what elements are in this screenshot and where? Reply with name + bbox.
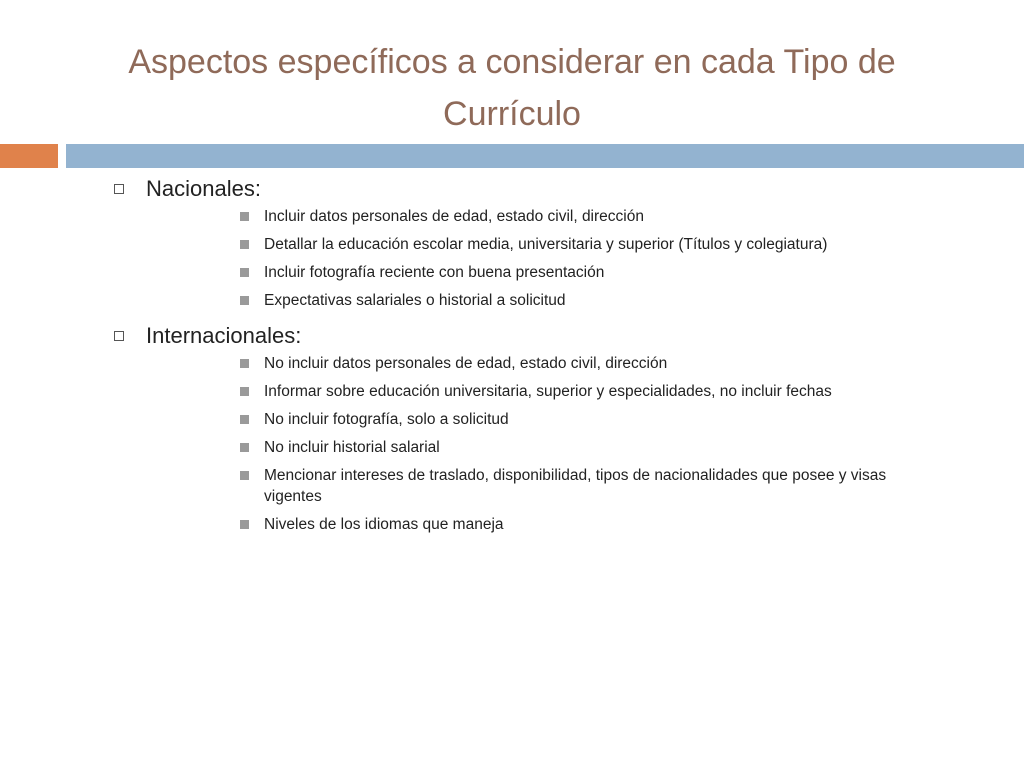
list-item — [264, 262, 904, 283]
section-heading — [108, 321, 928, 351]
filled-square-bullet-icon — [240, 268, 249, 277]
list-item-text: Incluir fotografía reciente con buena presentación — [264, 264, 605, 281]
section-heading — [108, 174, 928, 204]
list-item — [264, 353, 904, 374]
list-item — [264, 409, 904, 430]
accent-band-orange — [0, 144, 58, 168]
list-item — [264, 514, 904, 535]
list-item — [264, 234, 904, 255]
filled-square-bullet-icon — [240, 387, 249, 396]
list-item-text: No incluir fotografía, solo a solicitud — [264, 411, 509, 428]
hollow-square-bullet-icon — [114, 331, 124, 341]
list-item-text: Niveles de los idiomas que maneja — [264, 516, 504, 533]
list-item-text: Expectativas salariales o historial a solicitud — [264, 292, 566, 309]
filled-square-bullet-icon — [240, 471, 249, 480]
list-item-text: No incluir historial salarial — [264, 439, 440, 456]
section-heading-text: Internacionales: — [146, 323, 302, 348]
filled-square-bullet-icon — [240, 240, 249, 249]
slide-title: Aspectos específicos a considerar en cada Tipo de Currículo — [128, 43, 896, 133]
bullet-list — [108, 206, 928, 311]
list-item — [264, 465, 904, 507]
list-item-text: Incluir datos personales de edad, estado civil, dirección — [264, 208, 644, 225]
list-item — [264, 381, 904, 402]
section-nacionales — [108, 174, 928, 311]
list-item-text: No incluir datos personales de edad, estado civil, dirección — [264, 355, 668, 372]
list-item-text: Mencionar intereses de traslado, disponibilidad, tipos de nacionalidades que posee y visas vigentes — [264, 467, 887, 505]
accent-band-blue — [66, 144, 1024, 168]
bullet-list — [108, 353, 928, 535]
filled-square-bullet-icon — [240, 296, 249, 305]
filled-square-bullet-icon — [240, 359, 249, 368]
list-item-text: Informar sobre educación universitaria, superior y especialidades, no incluir fechas — [264, 383, 832, 400]
section-heading-text: Nacionales: — [146, 176, 261, 201]
list-item-text: Detallar la educación escolar media, universitaria y superior (Títulos y colegiatura) — [264, 236, 828, 253]
hollow-square-bullet-icon — [114, 184, 124, 194]
filled-square-bullet-icon — [240, 415, 249, 424]
filled-square-bullet-icon — [240, 443, 249, 452]
list-item — [264, 437, 904, 458]
list-item — [264, 290, 904, 311]
section-internacionales — [108, 321, 928, 535]
list-item — [264, 206, 904, 227]
filled-square-bullet-icon — [240, 212, 249, 221]
filled-square-bullet-icon — [240, 520, 249, 529]
slide-content — [108, 174, 928, 545]
